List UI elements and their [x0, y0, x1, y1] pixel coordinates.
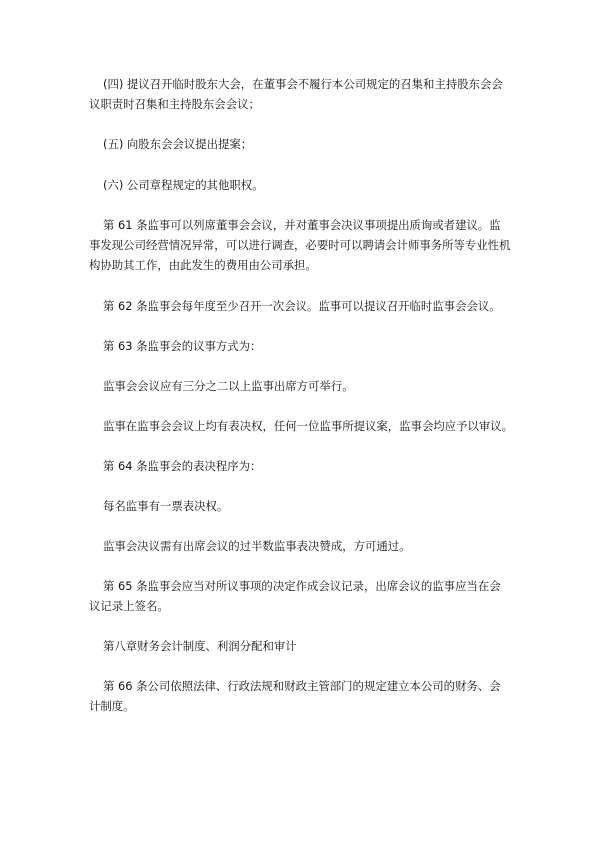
paragraph-line: 第 64 条监事会的表决程序为：: [103, 459, 262, 473]
paragraph-line: 监事会会议应有三分之二以上监事出席方可举行。: [103, 379, 354, 393]
paragraph-line: 计制度。: [89, 699, 135, 713]
paragraph-line: 事发现公司经营情况异常，可以进行调查，必要时可以聘请会计师事务所等专业性机: [89, 238, 511, 252]
paragraph-line: 构协助其工作，由此发生的费用由公司承担。: [89, 258, 317, 272]
paragraph-item-6-other-powers: [89, 175, 531, 195]
paragraph-line: 第 66 条公司依照法律、行政法规和财政主管部门的规定建立本公司的财务、会: [103, 679, 501, 693]
paragraph-article-61: [89, 215, 531, 275]
paragraph-article-65: [89, 576, 531, 616]
paragraph-line: 第 62 条监事会每年度至少召开一次会议。监事可以提议召开临时监事会会议。: [103, 299, 501, 313]
paragraph-item-5-submit-proposals: [89, 134, 531, 154]
paragraph-majority-approval: [89, 536, 531, 556]
paragraph-quorum: [89, 376, 531, 396]
paragraph-line: 议职责时召集和主持股东会会议；: [89, 97, 260, 111]
paragraph-line: 第 63 条监事会的议事方式为：: [103, 339, 262, 353]
paragraph-one-vote: [89, 496, 531, 516]
paragraph-line: 每名监事有一票表决权。: [103, 499, 229, 513]
paragraph-line: (六) 公司章程规定的其他职权。: [103, 178, 264, 192]
paragraph-article-64: [89, 456, 531, 476]
paragraph-article-66: [89, 676, 531, 716]
paragraph-line: 监事会决议需有出席会议的过半数监事表决赞成，方可通过。: [103, 539, 411, 553]
paragraph-item-4-proposal-extraordinary-meeting: [89, 74, 531, 114]
paragraph-line: 第 61 条监事可以列席董事会会议，并对董事会决议事项提出质询或者建议。监: [103, 218, 501, 232]
paragraph-line: 监事在监事会会议上均有表决权，任何一位监事所提议案，监事会均应予以审议。: [103, 419, 514, 433]
paragraph-article-63: [89, 336, 531, 356]
paragraph-line: (四) 提议召开临时股东大会，在董事会不履行本公司规定的召集和主持股东会会: [103, 77, 503, 91]
paragraph-article-62: [89, 296, 531, 316]
paragraph-line: 议记录上签名。: [89, 599, 169, 613]
paragraph-line: (五) 向股东会会议提出提案；: [103, 137, 253, 151]
paragraph-line: 第八章财务会计制度、利润分配和审计: [103, 639, 297, 653]
paragraph-line: 第 65 条监事会应当对所议事项的决定作成会议记录，出席会议的监事应当在会: [103, 579, 501, 593]
paragraph-voting-rights: [89, 416, 531, 436]
chapter-heading-8: [89, 636, 531, 656]
